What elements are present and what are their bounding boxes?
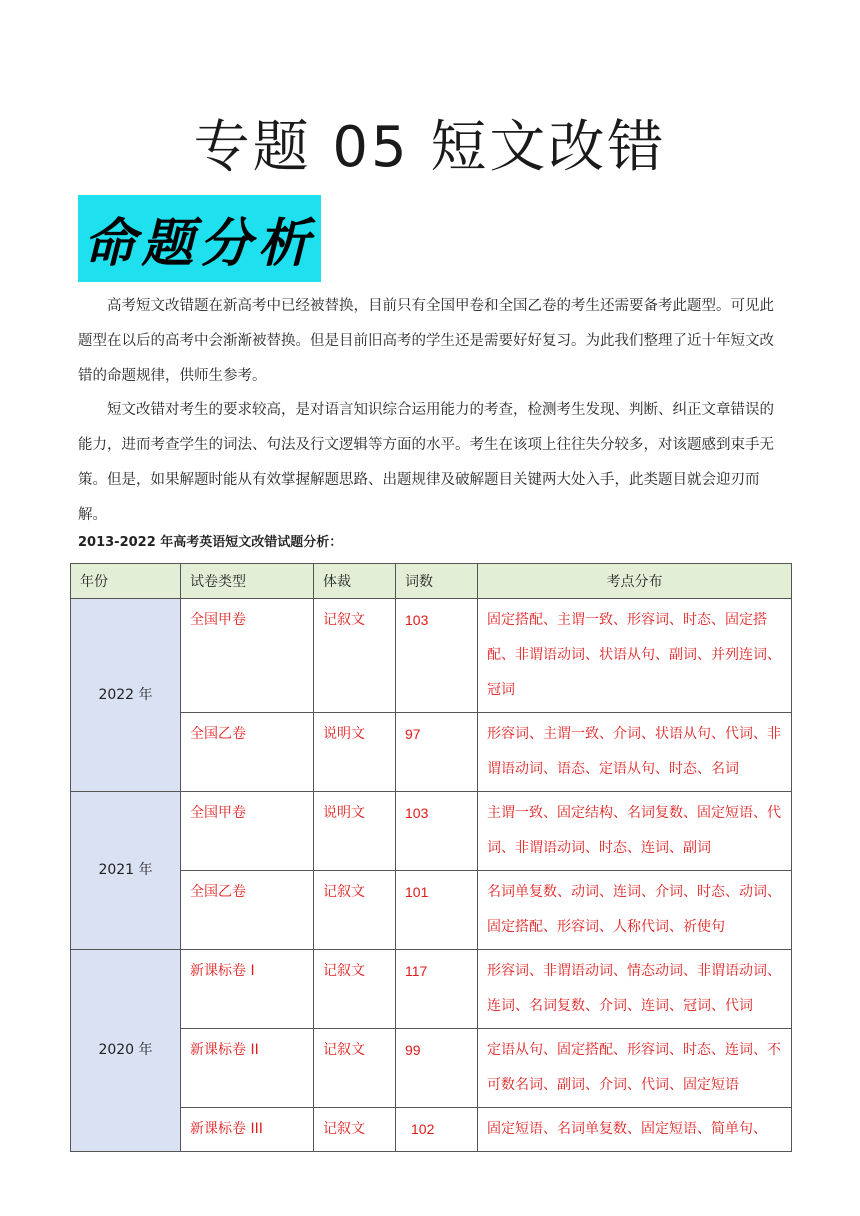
points-cell: 固定短语、名词单复数、固定短语、简单句、 xyxy=(478,1108,792,1152)
points-cell: 固定搭配、主谓一致、形容词、时态、固定搭配、非谓语动词、状语从句、副词、并列连词、冠词 xyxy=(478,599,792,713)
table-row xyxy=(71,599,792,713)
points-cell: 形容词、非谓语动词、情态动词、非谓语动词、连词、名词复数、介词、连词、冠词、代词 xyxy=(478,950,792,1029)
words-cell: 117 xyxy=(396,950,478,1029)
header-year: 年份 xyxy=(71,564,181,599)
points-cell: 主谓一致、固定结构、名词复数、固定短语、代词、非谓语动词、时态、连词、副词 xyxy=(478,792,792,871)
table-row xyxy=(71,950,792,1029)
words-cell: 102 xyxy=(396,1108,478,1152)
genre-cell: 记叙文 xyxy=(314,950,396,1029)
points-cell: 名词单复数、动词、连词、介词、时态、动词、固定搭配、形容词、人称代词、祈使句 xyxy=(478,871,792,950)
year-cell: 2022 年 xyxy=(71,599,181,792)
paper-cell: 全国甲卷 xyxy=(181,792,314,871)
points-cell: 形容词、主谓一致、介词、状语从句、代词、非谓语动词、语态、定语从句、时态、名词 xyxy=(478,713,792,792)
intro-paragraph-1: 高考短文改错题在新高考中已经被替换，目前只有全国甲卷和全国乙卷的考生还需要备考此题型。可见此题型在以后的高考中会渐渐被替换。但是目前旧高考的学生还是需要好好复习。为此我们整理了近十年短文改错的命题规律，供师生参考。 xyxy=(78,298,774,384)
year-cell: 2020 年 xyxy=(71,950,181,1152)
paper-cell: 全国甲卷 xyxy=(181,599,314,713)
year-cell: 2021 年 xyxy=(71,792,181,950)
genre-cell: 记叙文 xyxy=(314,1029,396,1108)
words-cell: 97 xyxy=(396,713,478,792)
paper-cell: 新课标卷 II xyxy=(181,1029,314,1108)
section-banner-label: 命题分析 xyxy=(83,213,316,274)
table-caption: 2013-2022 年高考英语短文改错试题分析： xyxy=(78,535,343,550)
genre-cell: 说明文 xyxy=(314,792,396,871)
header-test-points: 考点分布 xyxy=(478,564,792,599)
section-banner xyxy=(78,195,321,282)
header-genre: 体裁 xyxy=(314,564,396,599)
words-cell: 103 xyxy=(396,599,478,713)
paper-cell: 全国乙卷 xyxy=(181,871,314,950)
words-cell: 99 xyxy=(396,1029,478,1108)
header-word-count: 词数 xyxy=(396,564,478,599)
table-row xyxy=(71,792,792,871)
analysis-table xyxy=(70,563,792,1152)
genre-cell: 记叙文 xyxy=(314,871,396,950)
intro-paragraph-2: 短文改错对考生的要求较高，是对语言知识综合运用能力的考查，检测考生发现、判断、纠正文章错误的能力，进而考查学生的词法、句法及行文逻辑等方面的水平。考生在该项上往往失分较多，对该题感到束手无策。但是，如果解题时能从有效掌握解题思路、出题规律及破解题目关键两大处入手，此类题目就会迎刃而解。 xyxy=(78,402,774,523)
points-cell: 定语从句、固定搭配、形容词、时态、连词、不可数名词、副词、介词、代词、固定短语 xyxy=(478,1029,792,1108)
words-cell: 103 xyxy=(396,792,478,871)
paper-cell: 新课标卷 I xyxy=(181,950,314,1029)
table-header-row xyxy=(71,564,792,599)
genre-cell: 记叙文 xyxy=(314,1108,396,1152)
genre-cell: 记叙文 xyxy=(314,599,396,713)
genre-cell: 说明文 xyxy=(314,713,396,792)
paper-cell: 新课标卷 III xyxy=(181,1108,314,1152)
page-title: 专题 05 短文改错 xyxy=(193,115,667,180)
header-paper-type: 试卷类型 xyxy=(181,564,314,599)
paper-cell: 全国乙卷 xyxy=(181,713,314,792)
words-cell: 101 xyxy=(396,871,478,950)
